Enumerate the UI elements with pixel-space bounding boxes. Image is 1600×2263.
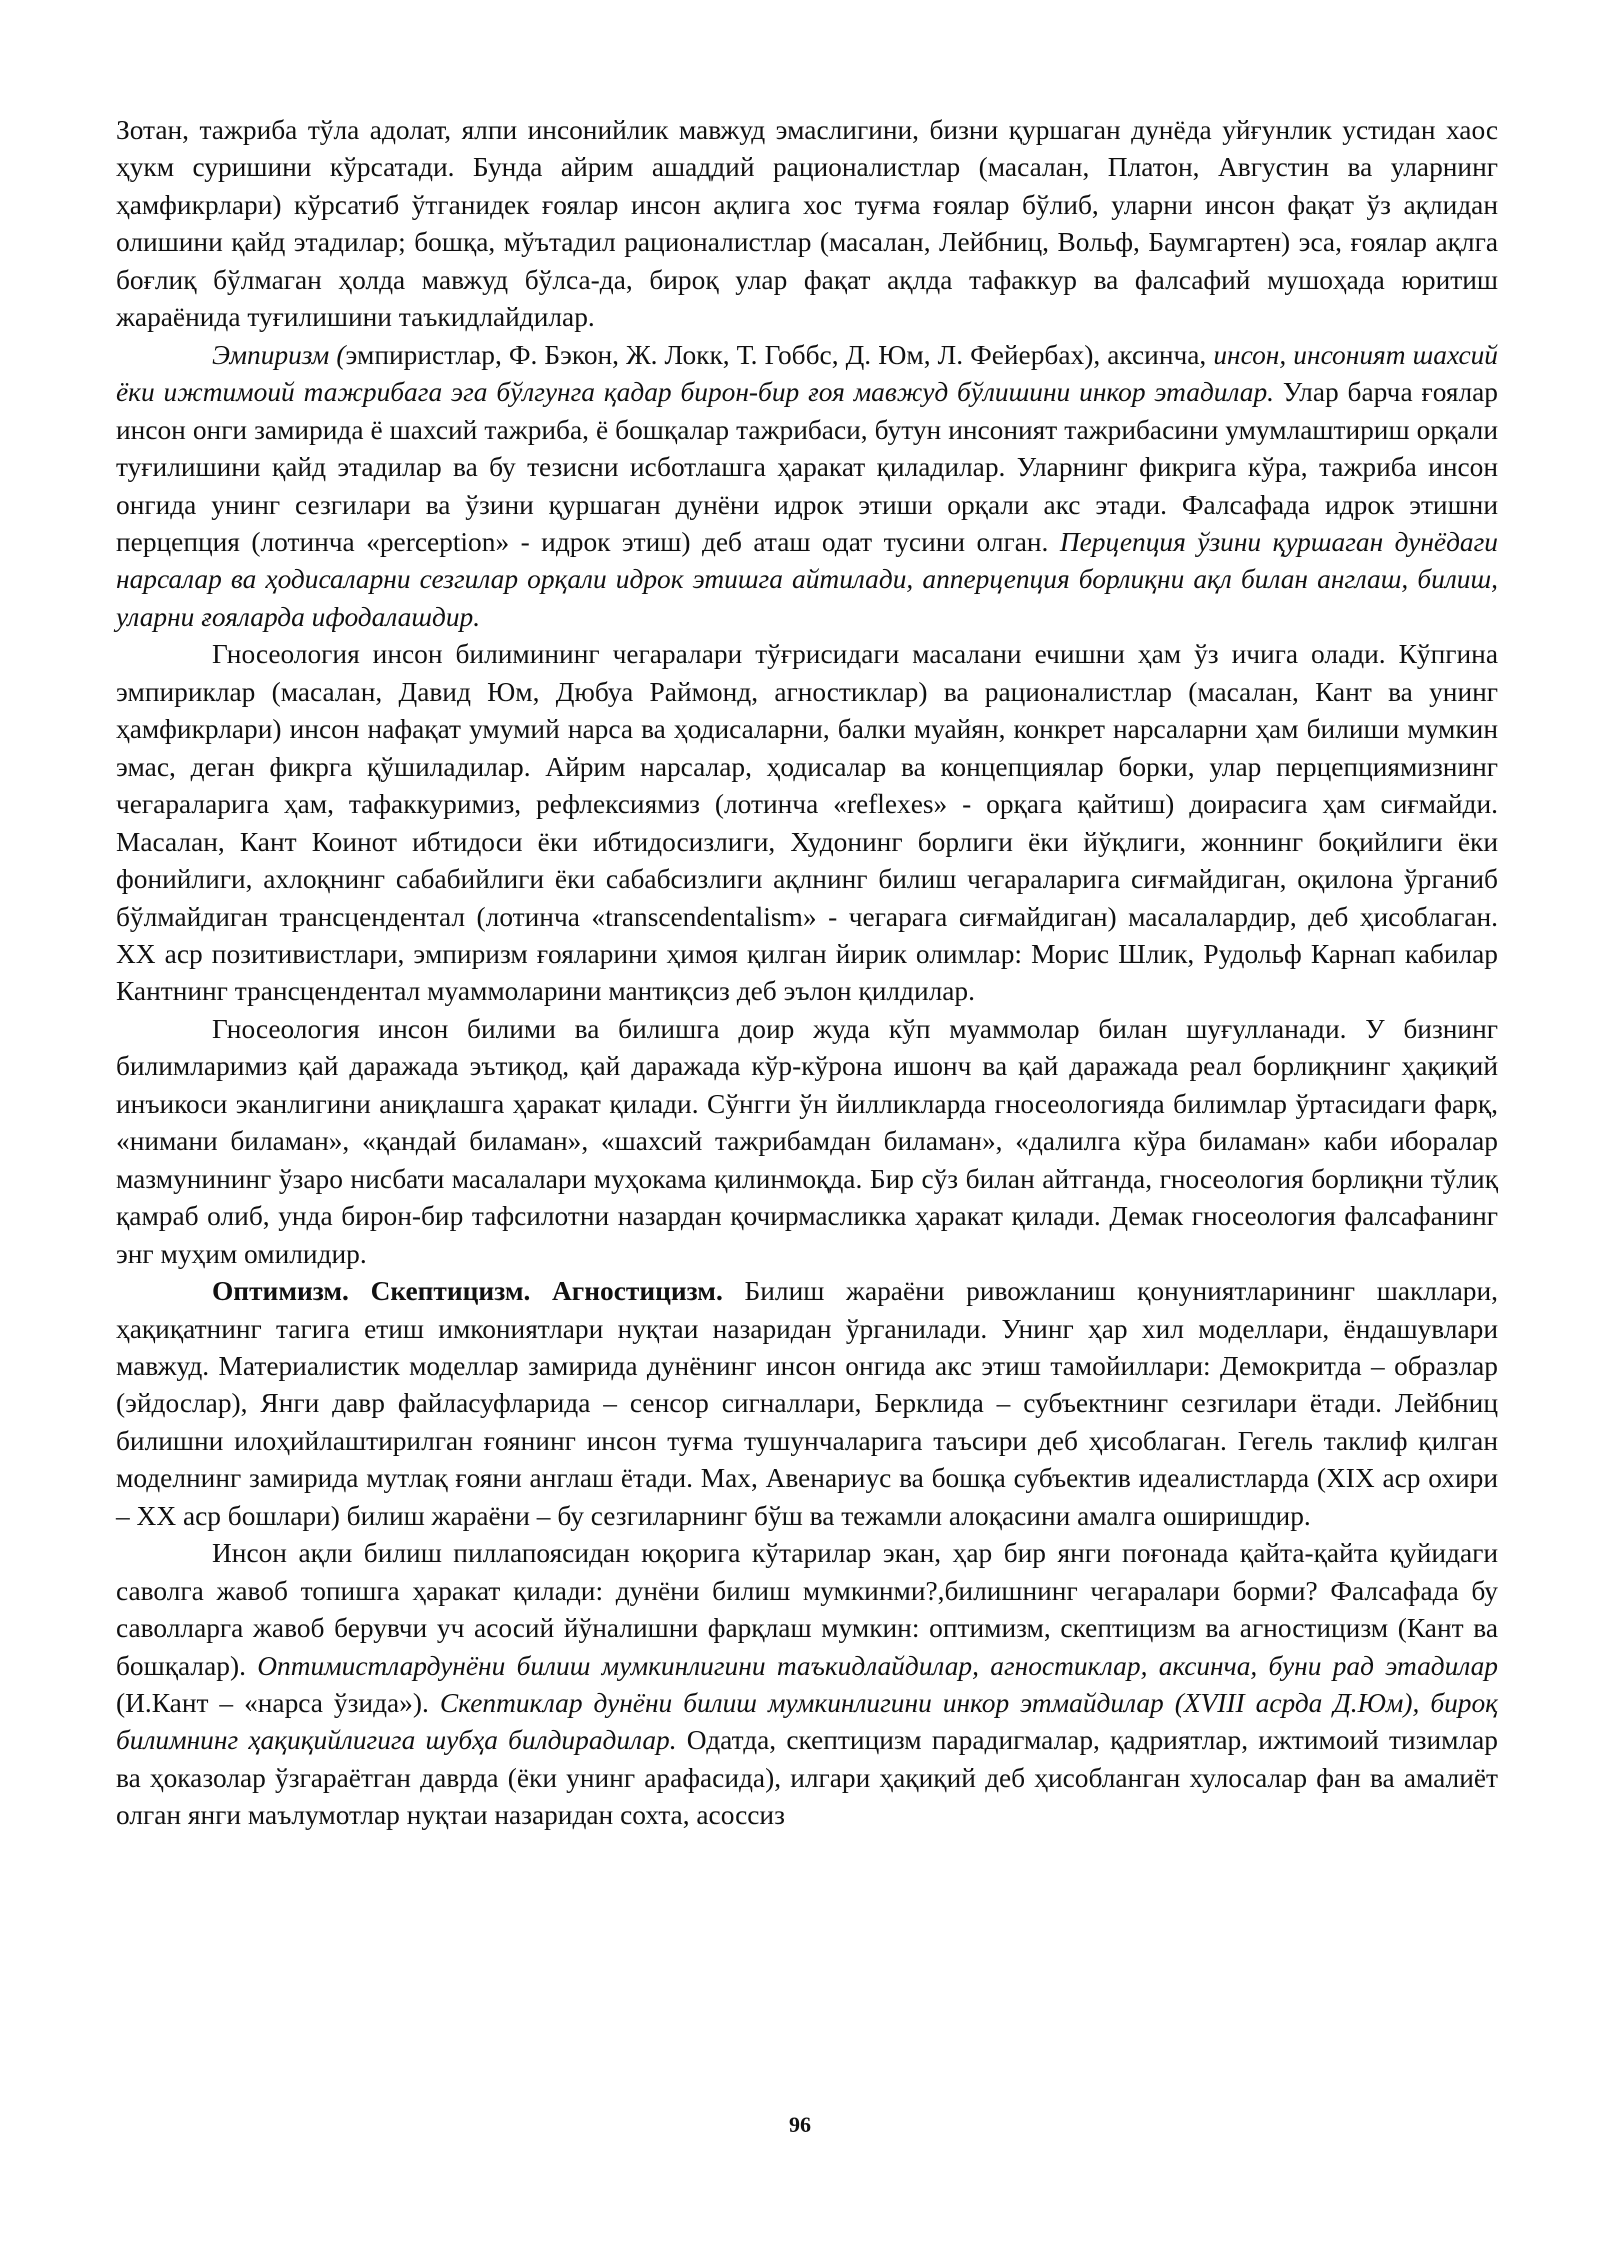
text-segment: Инсон ақли билиш пиллапоясидан юқорига кўтарилар экан, ҳар бир янги поғонада қайта-қайта қуйидаги саволга жавоб топишга ҳаракат қилади: дунёни билиш мумкинми?,билишнинг чегаралари борми? Фалсафада бу саволларга жавоб берувчи уч асосий йўналишни фарқлаш мумкин: оптимизм, скептицизм ва агностицизм (Кант ва бошқалар).	[116, 1538, 1498, 1681]
text-segment: Гносеология инсон билимининг чегаралари тўғрисидаги масалани ечишни ҳам ўз ичига олади. Кўпгина эмпириклар (масалан, Давид Юм, Дюбуа Раймонд, агностиклар) ва рационалистлар (масалан, Кант ва унинг ҳамфикрлари) инсон нафақат умумий нарса ва ҳодисаларни, балки муайян, конкрет нарсаларни ҳам билиши мумкин эмас, деган фикрга қўшиладилар. Айрим нарсалар, ҳодисалар ва концепциялар борки, улар перцепциямизнинг чегараларига ҳам, тафаккуримиз, рефлексиямиз (лотинча «reflexes» - орқага қайтиш) доирасига ҳам сиғмайди. Масалан, Кант Коинот ибтидоси ёки ибтидосизлиги, Худонинг борлиги ёки йўқлиги, жоннинг боқийлиги ёки фонийлиги, ахлоқнинг сабабийлиги ёки сабабсизлиги ақлнинг билиш чегараларига сиғмайдиган, оқилона ўрганиб бўлмайдиган трансцендентал (лотинча «transcendentalism» - чегарага сиғмайдиган) масалалардир, деб ҳисоблаган. XX аср позитивистлари, эмпиризм ғояларини ҳимоя қилган йирик олимлар: Морис Шлик, Рудольф Карнап кабилар Кантнинг трансцендентал муаммоларини мантиқсиз деб эълон қилдилар.	[116, 639, 1498, 1007]
page-number: 96	[789, 2112, 811, 2137]
text-segment: Билиш жараёни ривожланиш қонуниятларининг шакллари, ҳақиқатнинг тагига етиш имкониятлари нуқтаи назаридан ўрганилади. Унинг ҳар хил моделлари, ёндашувлари мавжуд. Материалистик моделлар замирида дунёнинг инсон онгида акс этиш тамойиллари: Демокритда – образлар (эйдослар), Янги давр файласуфларида – сенсор сигналлари, Берклида – субъектнинг сезгилари ётади. Лейбниц билишни илоҳийлаштирилган ғоянинг инсон туғма тушунчаларига таъсири деб ҳисоблаган. Гегель таклиф қилган моделнинг замирида мутлақ ғояни англаш ётади. Мах, Авенариус ва бошқа субъектив идеалистларда (XIX аср охири – XX аср бошлари) билиш жараёни – бу сезгиларнинг бўш ва тежамли алоқасини амалга оширишдир.	[116, 1276, 1498, 1531]
italic-text: Перцепция ўзини қуршаган дунёдаги нарсалар ва ҳодисаларни сезгилар орқали идрок этишга айтилади, апперцепция борлиқни ақл билан англаш, билиш, уларни ғояларда ифодалашдир.	[116, 526, 1499, 632]
text-segment: Зотан, тажриба тўла адолат, ялпи инсонийлик мавжуд эмаслигини, бизни қуршаган дунёда уйғунлик устидан хаос ҳукм суришини кўрсатади. Бунда айрим ашаддий рационалистлар (масалан, Платон, Августин ва уларнинг ҳамфикрлари) кўрсатиб ўтганидек ғоялар инсон ақлига хос туғма ғоялар бўлиб, уларни инсон фақат ўз ақлидан олишини қайд этадилар; бошқа, мўътадил рационалистлар (масалан, Лейбниц, Вольф, Баумгартен) эса, ғоялар ақлга боғлиқ бўлмаган ҳолда мавжуд бўлса-да, бироқ улар фақат ақлда тафаккур ва фалсафий мушоҳада юритиш жараёнида туғилишини таъкидлайдилар.	[116, 115, 1498, 333]
paragraph-6	[116, 1535, 1498, 1835]
paragraph-4	[116, 1011, 1498, 1273]
bold-heading: Оптимизм. Скептицизм. Агностицизм.	[212, 1276, 723, 1307]
paragraph-1	[116, 112, 1498, 337]
italic-text: Скептиклар дунёни билиш мумкинлигини инкор этмайдилар (XVIII асрда Д.Юм), бироқ билимнинг ҳақиқийлигига шубҳа билдирадилар.	[116, 1688, 1498, 1756]
text-segment: Одатда, скептицизм парадигмалар, қадриятлар, ижтимоий тизимлар ва ҳоказолар ўзгараётган даврда (ёки унинг арафасида), илгари ҳақиқий деб ҳисобланган хулосалар фан ва амалиёт олган янги маълумотлар нуқтаи назаридан сохта, асоссиз	[116, 1725, 1498, 1831]
italic-text: Оптимистлардунёни билиш мумкинлигини таъкидлайдилар, агностиклар, аксинча, буни рад этадилар	[257, 1650, 1498, 1681]
text-segment: (И.Кант – «нарса ўзида»).	[116, 1688, 440, 1719]
paragraph-3	[116, 636, 1498, 1011]
text-segment: Гносеология инсон билими ва билишга доир жуда кўп муаммолар билан шуғулланади. У бизнинг билимларимиз қай даражада эътиқод, қай даражада кўр-кўрона ишонч ва қай даражада реал борлиқнинг ҳақиқий инъикоси эканлигини аниқлашга ҳаракат қилади. Сўнгги ўн йилликларда гносеологияда билимлар ўртасидаги фарқ, «нимани биламан», «қандай биламан», «шахсий тажрибамдан биламан», «далилга кўра биламан» каби иборалар мазмунининг ўзаро нисбати масалалари муҳокама қилинмоқда. Бир сўз билан айтганда, гносеология борлиқни тўлиқ қамраб олиб, унда бирон-бир тафсилотни назардан қочирмасликка ҳаракат қилади. Демак гносеология фалсафанинг энг муҳим омилидир.	[116, 1013, 1498, 1269]
italic-text: инсон, инсоният шахсий ёки ижтимоий тажрибага эга бўлгунга қадар бирон-бир ғоя мавжуд бўлишини инкор этадилар.	[116, 339, 1499, 408]
paragraph-2	[116, 337, 1498, 637]
page-body	[116, 112, 1498, 1835]
text-segment: Улар барча ғоялар инсон онги замирида ё шахсий тажриба, ё бошқалар тажрибаси, бутун инсоният тажрибасини умумлаштириш орқали туғилишини қайд этадилар ва бу тезисни исботлашга ҳаракат қиладилар. Уларнинг фикрига кўра, тажриба инсон онгида унинг сезгилари ва ўзини қуршаган дунёни идрок этиши орқали акс этади. Фалсафада идрок этишни перцепция (лотинча «perception» - идрок этиш) деб аташ одат тусини олган.	[116, 377, 1498, 557]
paragraph-5	[116, 1273, 1498, 1535]
text-segment: эмпиристлар, Ф. Бэкон, Ж. Локк, Т. Гоббс, Д. Юм, Л. Фейербах), аксинча,	[345, 339, 1214, 370]
italic-text: Эмпиризм (	[212, 339, 346, 370]
